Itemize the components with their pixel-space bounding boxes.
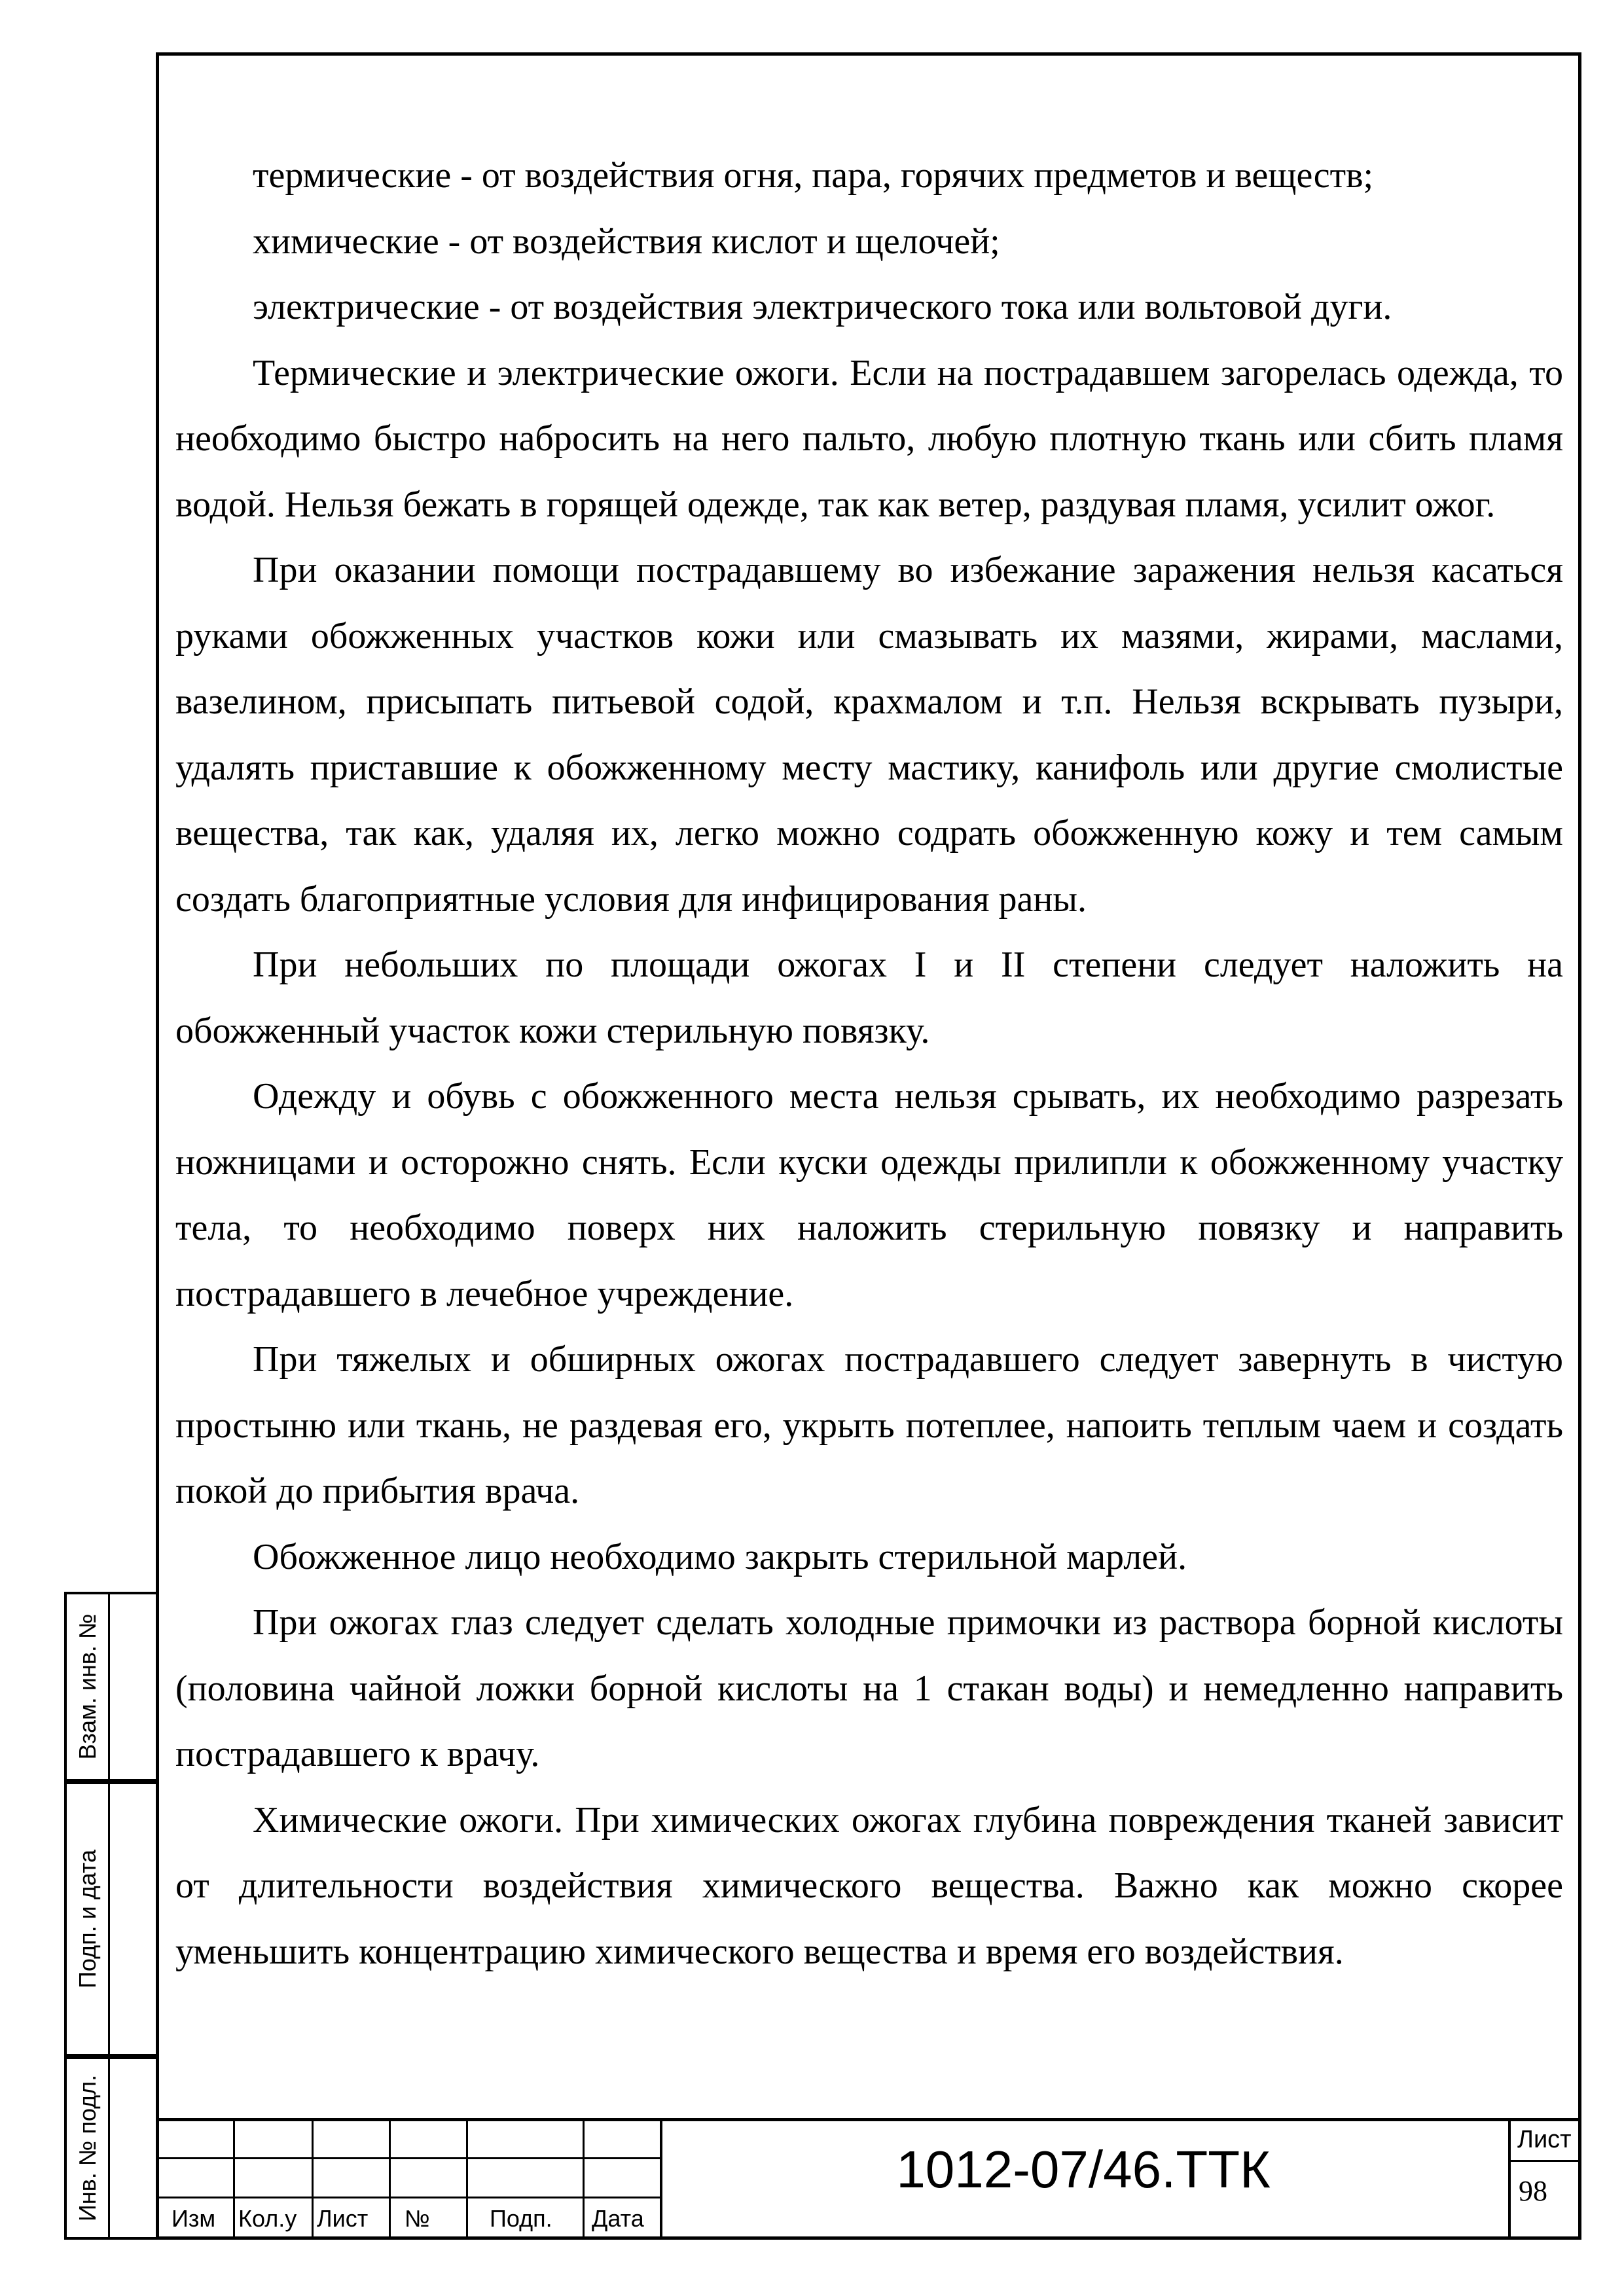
paragraph: термические - от воздействия огня, пара, горячих предметов и веществ; — [253, 155, 1374, 196]
sheet-number: 98 — [1519, 2175, 1547, 2207]
paragraph: При тяжелых и обширных ожогах пострадавшего следует завернуть в чистую простыню или ткань, не раздевая его, укрыть потеплее, напоить теплым чаем и создать покой до прибытия врача. — [175, 1339, 1563, 1511]
side-stamp-podp-data — [64, 1782, 156, 2056]
side-stamp-vzam-inv — [64, 1592, 156, 1782]
paragraph: электрические - от воздействия электрического тока или вольтовой дуги. — [253, 287, 1392, 327]
title-col-podp: Подп. — [490, 2205, 552, 2232]
title-col-kol: Кол.у — [238, 2205, 297, 2232]
side-stamp-inv-podl — [64, 2056, 156, 2240]
document-code: 1012-07/46.ТТК — [896, 2140, 1271, 2198]
document-body — [175, 143, 1563, 1984]
paragraph: При оказании помощи пострадавшему во избежание заражения нельзя касаться руками обожженных участков кожи или смазывать их мазями, жирами, маслами, вазелином, присыпать питьевой содой, крахмалом и т.п. Нельзя вскрывать пузыри, удалять приставшие к обожженному месту мастику, канифоль или другие смолистые вещества, так как, удаляя их, легко можно содрать обожженную кожу и тем самым создать благоприятные условия для инфицирования раны. — [175, 550, 1563, 920]
paragraph: Термические и электрические ожоги. Если на пострадавшем загорелась одежда, то необходимо быстро набросить на него пальто, любую плотную ткань или сбить пламя водой. Нельзя бежать в горящей одежде, так как ветер, раздувая пламя, усилит ожог. — [175, 352, 1563, 525]
title-col-izm: Изм — [171, 2205, 216, 2232]
sheet-label: Лист — [1517, 2126, 1572, 2153]
title-col-data: Дата — [592, 2205, 644, 2232]
paragraph: При ожогах глаз следует сделать холодные примочки из раствора борной кислоты (половина чайной ложки борной кислоты на 1 стакан воды) и немедленно направить пострадавшего к врачу. — [175, 1602, 1563, 1774]
title-col-num: № — [405, 2205, 430, 2232]
paragraph: При небольших по площади ожогах I и II степени следует наложить на обожженный участок кожи стерильную повязку. — [175, 944, 1563, 1051]
paragraph: Химические ожоги. При химических ожогах глубина повреждения тканей зависит от длительности воздействия химического вещества. Важно как можно скорее уменьшить концентрацию химического вещества и время его воздействия. — [175, 1799, 1563, 1972]
side-label-vzam-inv: Взам. инв. № — [73, 1613, 101, 1760]
paragraph: химические - от воздействия кислот и щелочей; — [253, 221, 1000, 262]
paragraph: Одежду и обувь с обожженного места нельзя срывать, их необходимо разрезать ножницами и осторожно снять. Если куски одежды прилипли к обожженному участку тела, то необходимо поверх них наложить стерильную повязку и направить пострадавшего в лечебное учреждение. — [175, 1076, 1563, 1314]
side-label-podp-data: Подп. и дата — [73, 1849, 101, 1989]
title-col-list: Лист — [317, 2205, 369, 2232]
paragraph: Обожженное лицо необходимо закрыть стерильной марлей. — [253, 1536, 1187, 1577]
side-label-inv-podl: Инв. № подл. — [73, 2074, 101, 2222]
